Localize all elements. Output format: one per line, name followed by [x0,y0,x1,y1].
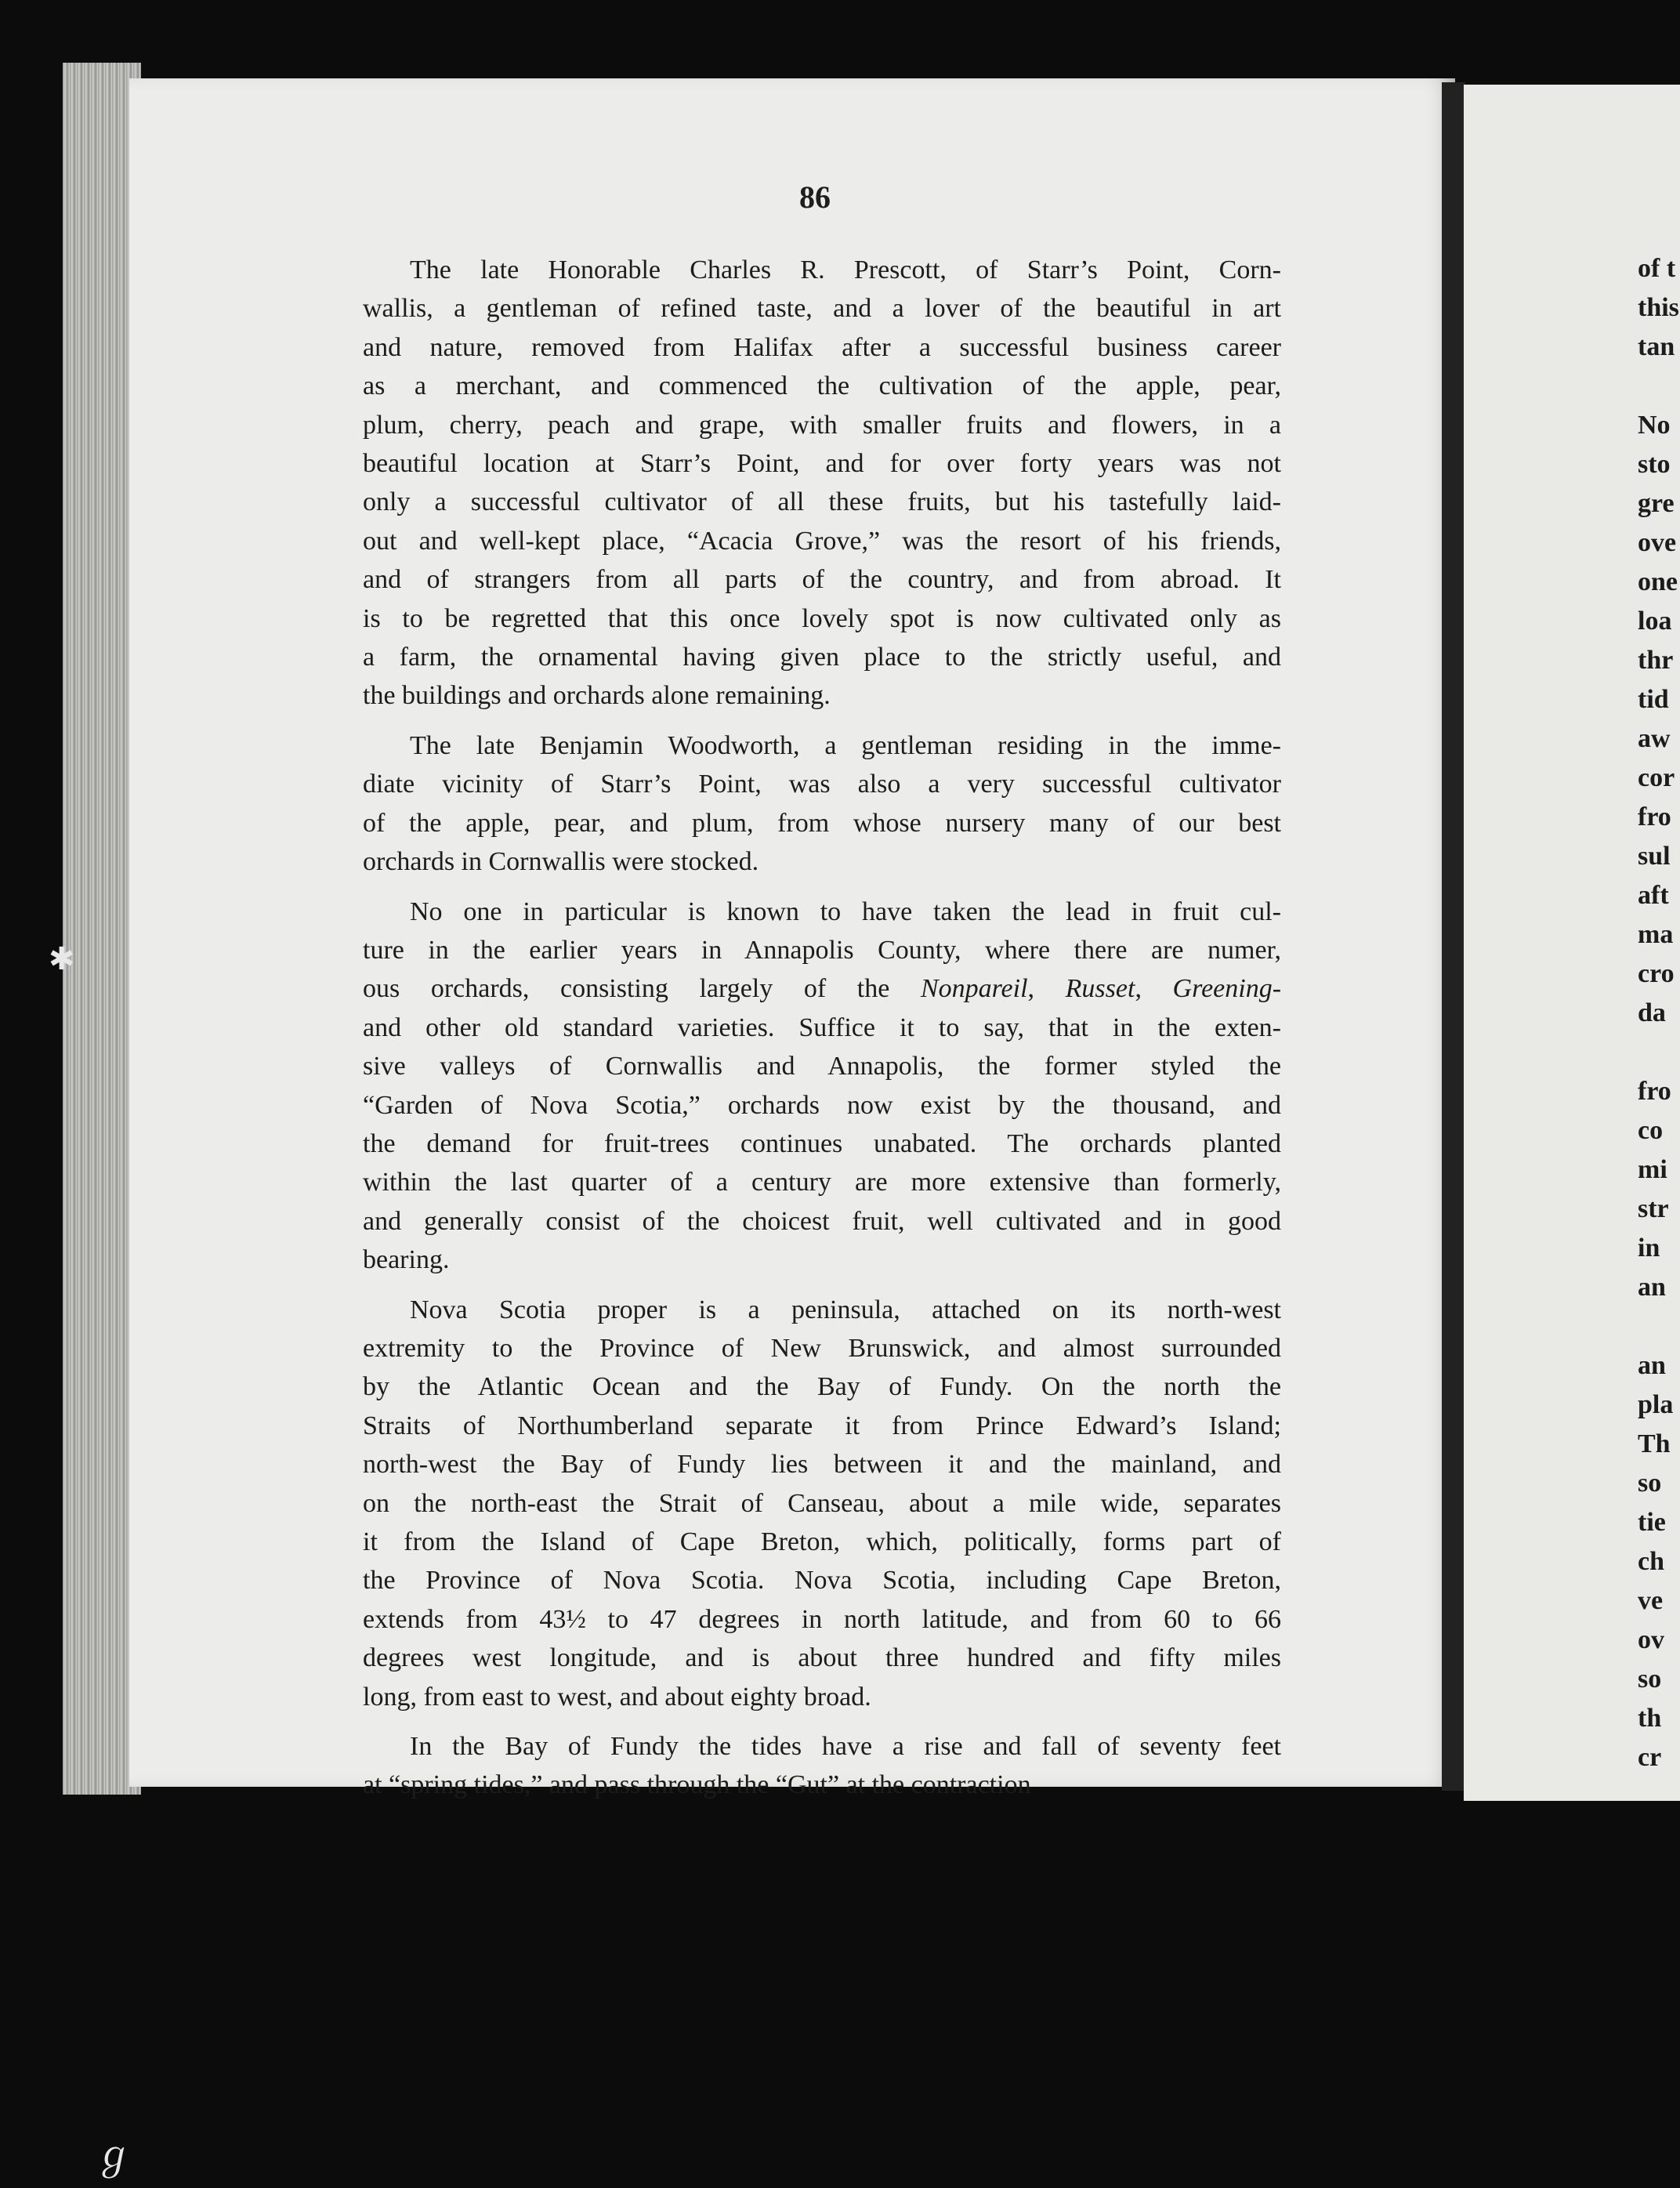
text-line: Straits of Northumberland separate it from Prince Edward’s Island; [363,1411,1281,1440]
right-page-fragment: ch [1638,1547,1664,1576]
right-page-fragment: Th [1638,1429,1671,1458]
paragraph [363,251,1281,715]
text-line: Nova Scotia proper is a peninsula, attached on its north-west [410,1295,1281,1324]
right-page-fragment: tan [1638,332,1675,361]
text-line: within the last quarter of a century are more extensive than formerly, [363,1168,1281,1197]
right-page-fragment: ve [1638,1586,1664,1615]
text-line: out and well-kept place, “Acacia Grove,” was the resort of his friends, [363,526,1281,556]
right-page-fragment: so [1638,1665,1662,1694]
right-page-fragment: sul [1638,842,1671,871]
right-page-fragment: No [1638,411,1671,440]
right-page-fragment: pla [1638,1390,1674,1419]
text-line: a farm, the ornamental having given place to the strictly useful, and [363,643,1281,672]
text-line: of the apple, pear, and plum, from whose nursery many of our best [363,808,1281,838]
right-page-fragment: sto [1638,450,1671,479]
text-line: bearing. [363,1245,450,1275]
right-page-fragment: str [1638,1194,1669,1223]
text-line: only a successful cultivator of all these fruits, but his tastefully laid- [363,487,1281,517]
book-gutter [1442,82,1465,1791]
right-page-fragment: cro [1638,959,1675,988]
text-line: beautiful location at Starr’s Point, and for over forty years was not [363,449,1281,479]
text-line: extends from 43½ to 47 degrees in north latitude, and from 60 to 66 [363,1604,1281,1634]
text-line: “Garden of Nova Scotia,” orchards now exist by the thousand, and [363,1090,1281,1120]
right-page-fragment: cr [1638,1743,1662,1772]
page-number: 86 [799,179,831,215]
right-page-fragment: fro [1638,802,1671,831]
right-page-fragment [1638,1033,1680,1072]
text-line: ture in the earlier years in Annapolis County, where there are numer, [363,935,1281,965]
text-line: and other old standard varieties. Suffice it to say, that in the exten- [363,1012,1281,1042]
text-line: sive valleys of Cornwallis and Annapolis, the former styled the [363,1052,1281,1081]
text-line: plum, cherry, peach and grape, with smaller fruits and flowers, in a [363,410,1281,440]
text-line: orchards in Cornwallis were stocked. [363,847,759,877]
right-page-fragment: gre [1638,489,1675,518]
right-page-fragment: aft [1638,881,1669,910]
right-page-fragment: mi [1638,1155,1667,1184]
right-page-fragment: this [1638,293,1679,322]
text-line: north-west the Bay of Fundy lies between it and the mainland, and [363,1450,1281,1480]
right-page-fragment: tie [1638,1508,1666,1537]
right-page-fragment: in [1638,1233,1660,1262]
text-line: on the north-east the Strait of Canseau, about a mile wide, separates [363,1488,1281,1518]
right-page-fragment: so [1638,1469,1662,1498]
right-page-fragment [1638,367,1680,406]
text-line: ous orchards, consisting largely of the Nonpareil, Russet, Greening- [363,974,1282,1004]
text-line: In the Bay of Fundy the tides have a rise and fall of seventy feet [410,1732,1281,1762]
text-line: degrees west longitude, and is about three hundred and fifty miles [363,1643,1281,1673]
page-body-text [363,251,1281,1816]
text-line: at “spring tides,” and pass through the “Gut” at the contraction [363,1770,1031,1800]
text-line: long, from east to west, and about eighty broad. [363,1682,871,1712]
right-page-fragment: fro [1638,1077,1671,1106]
text-line: as a merchant, and commenced the cultivation of the apple, pear, [363,371,1281,401]
right-page-fragment: tid [1638,685,1669,714]
paragraph [363,726,1281,882]
right-page-text-fragments [1638,249,1680,1777]
paragraph [363,893,1281,1280]
margin-mark: ✱ [49,941,75,976]
right-page-fragment: one [1638,567,1678,596]
right-page-fragment: ove [1638,528,1677,557]
right-page-fragment [1638,1307,1680,1346]
right-page-fragment: co [1638,1116,1664,1145]
right-page-fragment: ma [1638,920,1674,949]
right-page-fragment: aw [1638,724,1671,753]
text-line: the demand for fruit-trees continues unabated. The orchards planted [363,1128,1281,1158]
paragraph [363,1727,1281,1805]
text-line: and of strangers from all parts of the country, and from abroad. It [363,565,1281,595]
right-page-fragment: an [1638,1273,1666,1302]
text-line: The late Benjamin Woodworth, a gentleman residing in the imme- [410,730,1281,760]
right-page-fragment: loa [1638,607,1672,636]
paragraph [363,1291,1281,1716]
right-page-fragment: thr [1638,646,1674,675]
text-line: No one in particular is known to have taken the lead in fruit cul- [410,897,1281,926]
handwritten-mark: ℊ [94,2133,133,2177]
text-line: it from the Island of Cape Breton, which, politically, forms part of [363,1527,1281,1556]
text-line: wallis, a gentleman of refined taste, and a lover of the beautiful in art [363,294,1281,324]
text-line: and generally consist of the choicest fruit, well cultivated and in good [363,1206,1281,1236]
text-line: is to be regretted that this once lovely spot is now cultivated only as [363,603,1281,633]
right-page-fragment: an [1638,1351,1666,1380]
text-line: extremity to the Province of New Brunswick, and almost surrounded [363,1333,1281,1363]
text-line: by the Atlantic Ocean and the Bay of Fundy. On the north the [363,1372,1281,1402]
text-line: and nature, removed from Halifax after a successful business career [363,332,1281,362]
text-line: the buildings and orchards alone remaining. [363,681,831,711]
right-page-fragment: th [1638,1704,1662,1733]
text-line: The late Honorable Charles R. Prescott, of Starr’s Point, Corn- [410,255,1281,284]
text-line: the Province of Nova Scotia. Nova Scotia, including Cape Breton, [363,1566,1281,1596]
right-page-fragment: cor [1638,763,1675,792]
right-page-fragment: ov [1638,1625,1664,1654]
right-page-fragment: of t [1638,254,1676,283]
right-page-fragment: da [1638,998,1666,1027]
text-line: diate vicinity of Starr’s Point, was also a very successful cultivator [363,770,1281,799]
